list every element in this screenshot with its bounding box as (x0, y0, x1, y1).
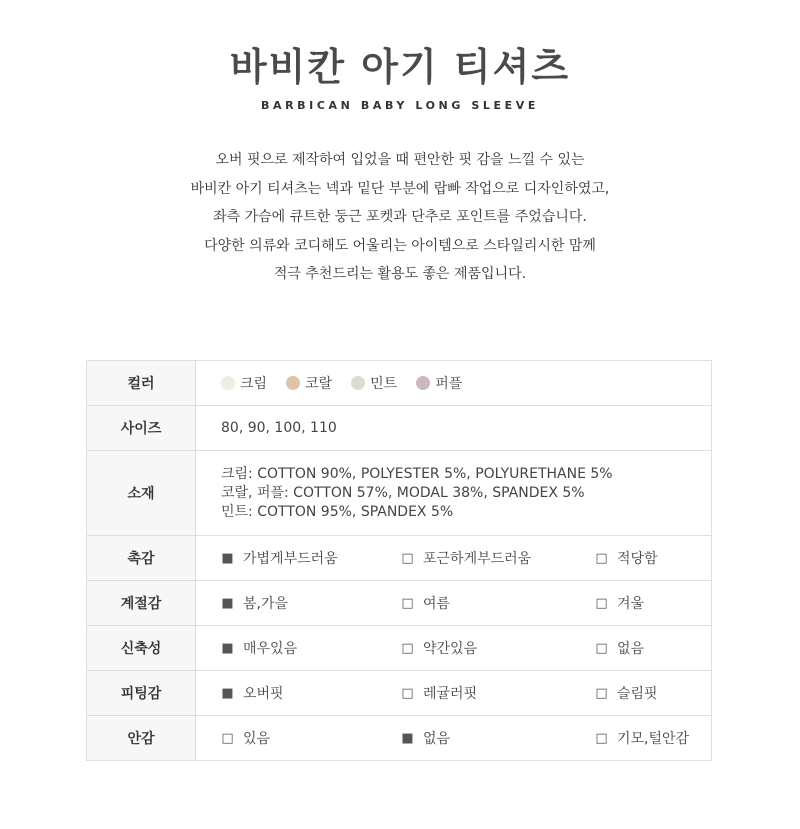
color-swatch-mint (351, 376, 365, 390)
spec-label: 계절감 (87, 581, 196, 626)
material-line: 크림: COTTON 90%, POLYESTER 5%, POLYURETHANE 5% (221, 465, 613, 482)
checked-box-icon: ■ (401, 730, 414, 746)
color-option-cream (221, 373, 267, 393)
spec-label: 소재 (87, 451, 196, 536)
spec-row-material (87, 451, 712, 536)
check-option (595, 683, 658, 703)
check-option (401, 548, 595, 568)
color-option-purple (416, 373, 462, 393)
check-option (221, 593, 401, 613)
material-line: 코랄, 퍼플: COTTON 57%, MODAL 38%, SPANDEX 5% (221, 484, 585, 501)
description-line: 좌측 가슴에 큐트한 둥근 포켓과 단추로 포인트를 주었습니다. (213, 209, 587, 225)
spec-table (86, 360, 712, 761)
option-label: 슬림핏 (617, 686, 658, 702)
spec-row-texture (87, 536, 712, 581)
check-option (221, 728, 401, 748)
spec-label: 피팅감 (87, 671, 196, 716)
color-swatch-purple (416, 376, 430, 390)
checked-box-icon: ■ (221, 595, 234, 611)
spec-value-colors (196, 361, 712, 406)
spec-value-options (196, 581, 712, 626)
spec-row-season (87, 581, 712, 626)
color-option-coral (286, 373, 332, 393)
color-swatch-coral (286, 376, 300, 390)
material-line: 민트: COTTON 95%, SPANDEX 5% (221, 503, 454, 520)
option-label: 매우있음 (243, 641, 298, 657)
unchecked-box-icon: □ (221, 730, 234, 746)
check-option (221, 548, 401, 568)
spec-row-stretch (87, 626, 712, 671)
spec-value-options (196, 536, 712, 581)
check-option (595, 593, 644, 613)
spec-label: 컬러 (87, 361, 196, 406)
spec-row-fit (87, 671, 712, 716)
spec-label: 신축성 (87, 626, 196, 671)
check-option (595, 638, 644, 658)
color-name: 크림 (240, 376, 268, 392)
spec-value-size: 80, 90, 100, 110 (196, 406, 712, 451)
spec-label: 촉감 (87, 536, 196, 581)
color-name: 민트 (370, 376, 398, 392)
checked-box-icon: ■ (221, 550, 234, 566)
option-label: 오버핏 (243, 686, 284, 702)
spec-label: 안감 (87, 716, 196, 761)
attribute-rows (87, 536, 712, 761)
option-label: 없음 (423, 731, 451, 747)
color-swatch-cream (221, 376, 235, 390)
check-option (401, 593, 595, 613)
spec-value-options (196, 626, 712, 671)
checked-box-icon: ■ (221, 685, 234, 701)
page-title: 바비칸 아기 티셔츠 (229, 45, 571, 89)
check-option (595, 548, 658, 568)
unchecked-box-icon: □ (595, 550, 608, 566)
unchecked-box-icon: □ (401, 685, 414, 701)
option-label: 레귤러핏 (423, 686, 478, 702)
product-description (0, 146, 800, 289)
check-option (401, 683, 595, 703)
description-line: 오버 핏으로 제작하여 입었을 때 편안한 핏 감을 느낄 수 있는 (215, 152, 585, 168)
unchecked-box-icon: □ (595, 640, 608, 656)
option-label: 약간있음 (423, 641, 478, 657)
unchecked-box-icon: □ (595, 595, 608, 611)
unchecked-box-icon: □ (401, 595, 414, 611)
description-line: 다양한 의류와 코디해도 어울리는 아이템으로 스타일리시한 맘께 (204, 237, 596, 254)
option-label: 없음 (617, 641, 645, 657)
spec-label: 사이즈 (87, 406, 196, 451)
check-option (221, 638, 401, 658)
check-option (401, 638, 595, 658)
option-label: 여름 (423, 596, 451, 612)
option-label: 적당함 (617, 551, 658, 567)
spec-row-size (87, 406, 712, 451)
unchecked-box-icon: □ (401, 550, 414, 566)
page-subtitle: BARBICAN BABY LONG SLEEVE (261, 99, 539, 112)
check-option (221, 683, 401, 703)
unchecked-box-icon: □ (595, 730, 608, 746)
color-option-mint (351, 373, 397, 393)
option-label: 있음 (243, 731, 271, 747)
spec-row-lining (87, 716, 712, 761)
description-line: 적극 추천드리는 활용도 좋은 제품입니다. (273, 266, 527, 282)
option-label: 기모,털안감 (617, 731, 690, 747)
color-name: 코랄 (305, 376, 333, 392)
option-label: 포근하게부드러움 (423, 551, 532, 567)
option-label: 가볍게부드러움 (243, 551, 338, 567)
option-label: 겨울 (617, 596, 645, 612)
spec-row-color (87, 361, 712, 406)
spec-value-material (196, 451, 712, 536)
check-option (595, 728, 689, 748)
check-option (401, 728, 595, 748)
unchecked-box-icon: □ (401, 640, 414, 656)
checked-box-icon: ■ (221, 640, 234, 656)
color-name: 퍼플 (435, 376, 463, 392)
unchecked-box-icon: □ (595, 685, 608, 701)
description-line: 바비칸 아기 티셔츠는 넥과 밑단 부분에 랍빠 작업으로 디자인하였고, (190, 180, 610, 197)
spec-value-options (196, 671, 712, 716)
option-label: 봄,가을 (243, 596, 289, 612)
spec-value-options (196, 716, 712, 761)
